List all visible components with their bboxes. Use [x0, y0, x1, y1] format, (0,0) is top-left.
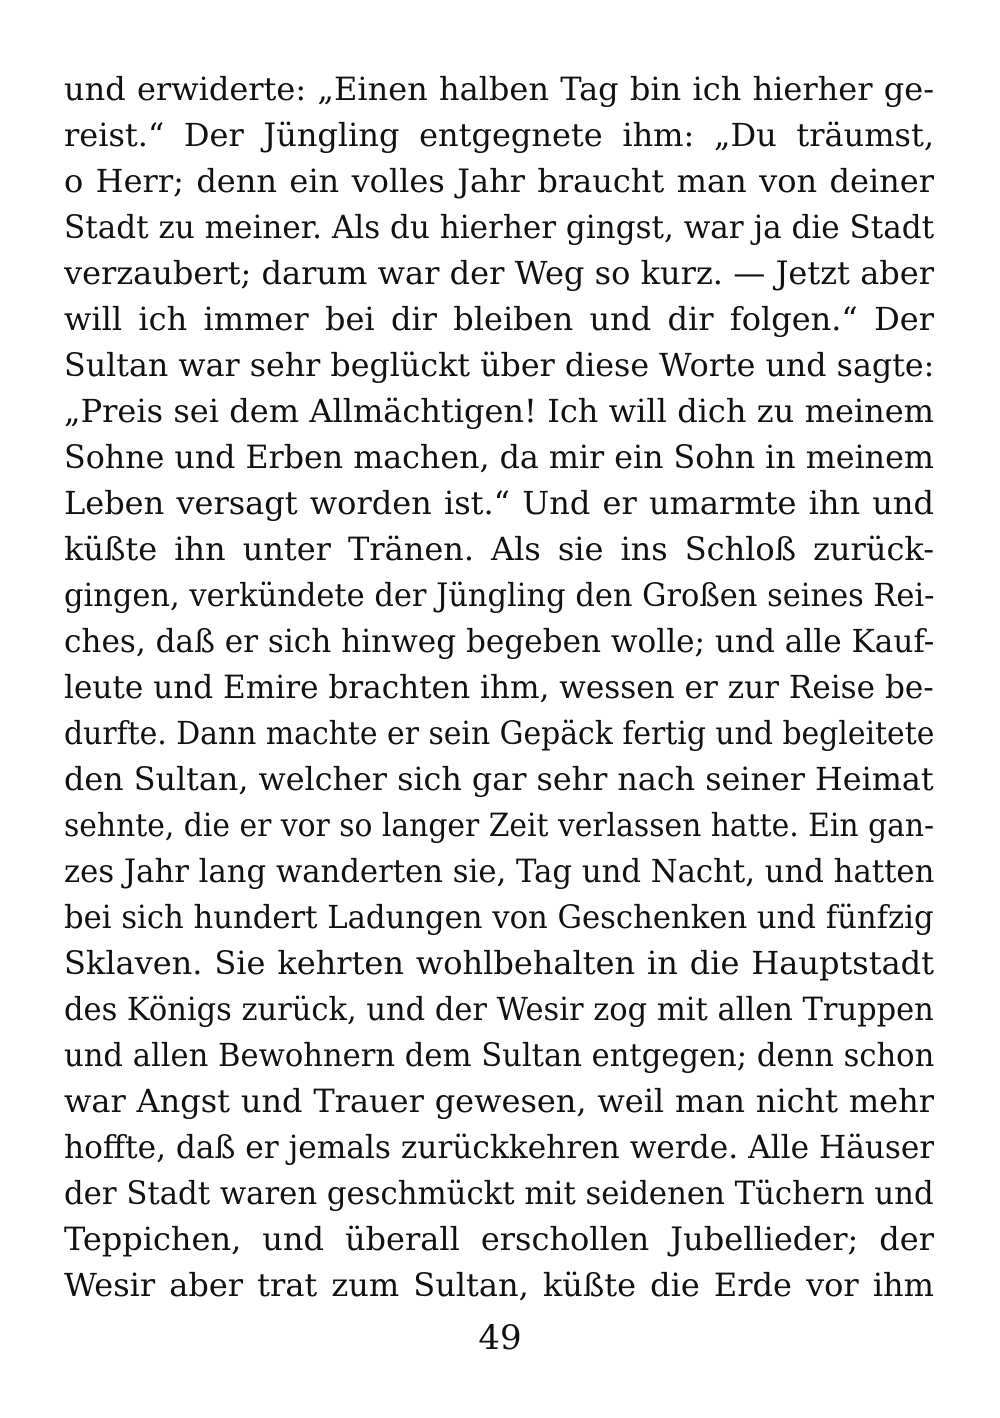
text-line: Sohne und Erben machen, da mir ein Sohn in meinem — [64, 438, 934, 476]
text-line: war Angst und Trauer gewesen, weil man nicht mehr — [64, 1082, 934, 1120]
text-line: den Sultan, welcher sich gar sehr nach seiner Heimat — [64, 760, 934, 798]
text-line: küßte ihn unter Tränen. Als sie ins Schloß zurück- — [64, 530, 934, 568]
text-line: Teppichen, und überall erschollen Jubellieder; der — [64, 1220, 934, 1258]
text-line: Stadt zu meiner. Als du hierher gingst, war ja die Stadt — [64, 208, 935, 246]
text-line: sehnte, die er vor so langer Zeit verlassen hatte. Ein gan- — [64, 806, 935, 844]
text-line: zes Jahr lang wanderten sie, Tag und Nacht, und hatten — [64, 852, 934, 890]
text-line: Leben versagt worden ist.“ Und er umarmte ihn und — [64, 484, 934, 522]
text-line: Wesir aber trat zum Sultan, küßte die Erde vor ihm — [64, 1266, 934, 1304]
text-line: bei sich hundert Ladungen von Geschenken und fünfzig — [64, 898, 934, 936]
text-line: hoffte, daß er jemals zurückkehren werde. Alle Häuser — [64, 1128, 934, 1166]
text-line: und erwiderte: „Einen halben Tag bin ich hierher ge- — [64, 70, 934, 108]
text-line: Sultan war sehr beglückt über diese Worte und sagte: — [64, 346, 935, 384]
text-line: durfte. Dann machte er sein Gepäck fertig und begleitete — [64, 714, 935, 752]
text-line: verzaubert; darum war der Weg so kurz. — Jetzt aber — [64, 254, 934, 292]
text-line: will ich immer bei dir bleiben und dir folgen.“ Der — [64, 300, 934, 338]
text-line: der Stadt waren geschmückt mit seidenen Tüchern und — [64, 1174, 934, 1212]
text-line: Sklaven. Sie kehrten wohlbehalten in die Hauptstadt — [64, 944, 934, 982]
text-line: ches, daß er sich hinweg begeben wolle; und alle Kauf- — [64, 622, 935, 660]
text-line: o Herr; denn ein volles Jahr braucht man von deiner — [64, 162, 934, 200]
body-text — [64, 66, 934, 1308]
text-line: und allen Bewohnern dem Sultan entgegen; denn schon — [64, 1036, 934, 1074]
page-number: 49 — [478, 1318, 522, 1358]
text-line: leute und Emire brachten ihm, wessen er zur Reise be- — [64, 668, 934, 706]
text-line: gingen, verkündete der Jüngling den Großen seines Rei- — [64, 576, 935, 614]
text-line: des Königs zurück, und der Wesir zog mit allen Truppen — [64, 990, 934, 1028]
text-line: „Preis sei dem Allmächtigen! Ich will dich zu meinem — [64, 392, 934, 430]
text-line: reist.“ Der Jüngling entgegnete ihm: „Du träumst, — [64, 116, 934, 154]
